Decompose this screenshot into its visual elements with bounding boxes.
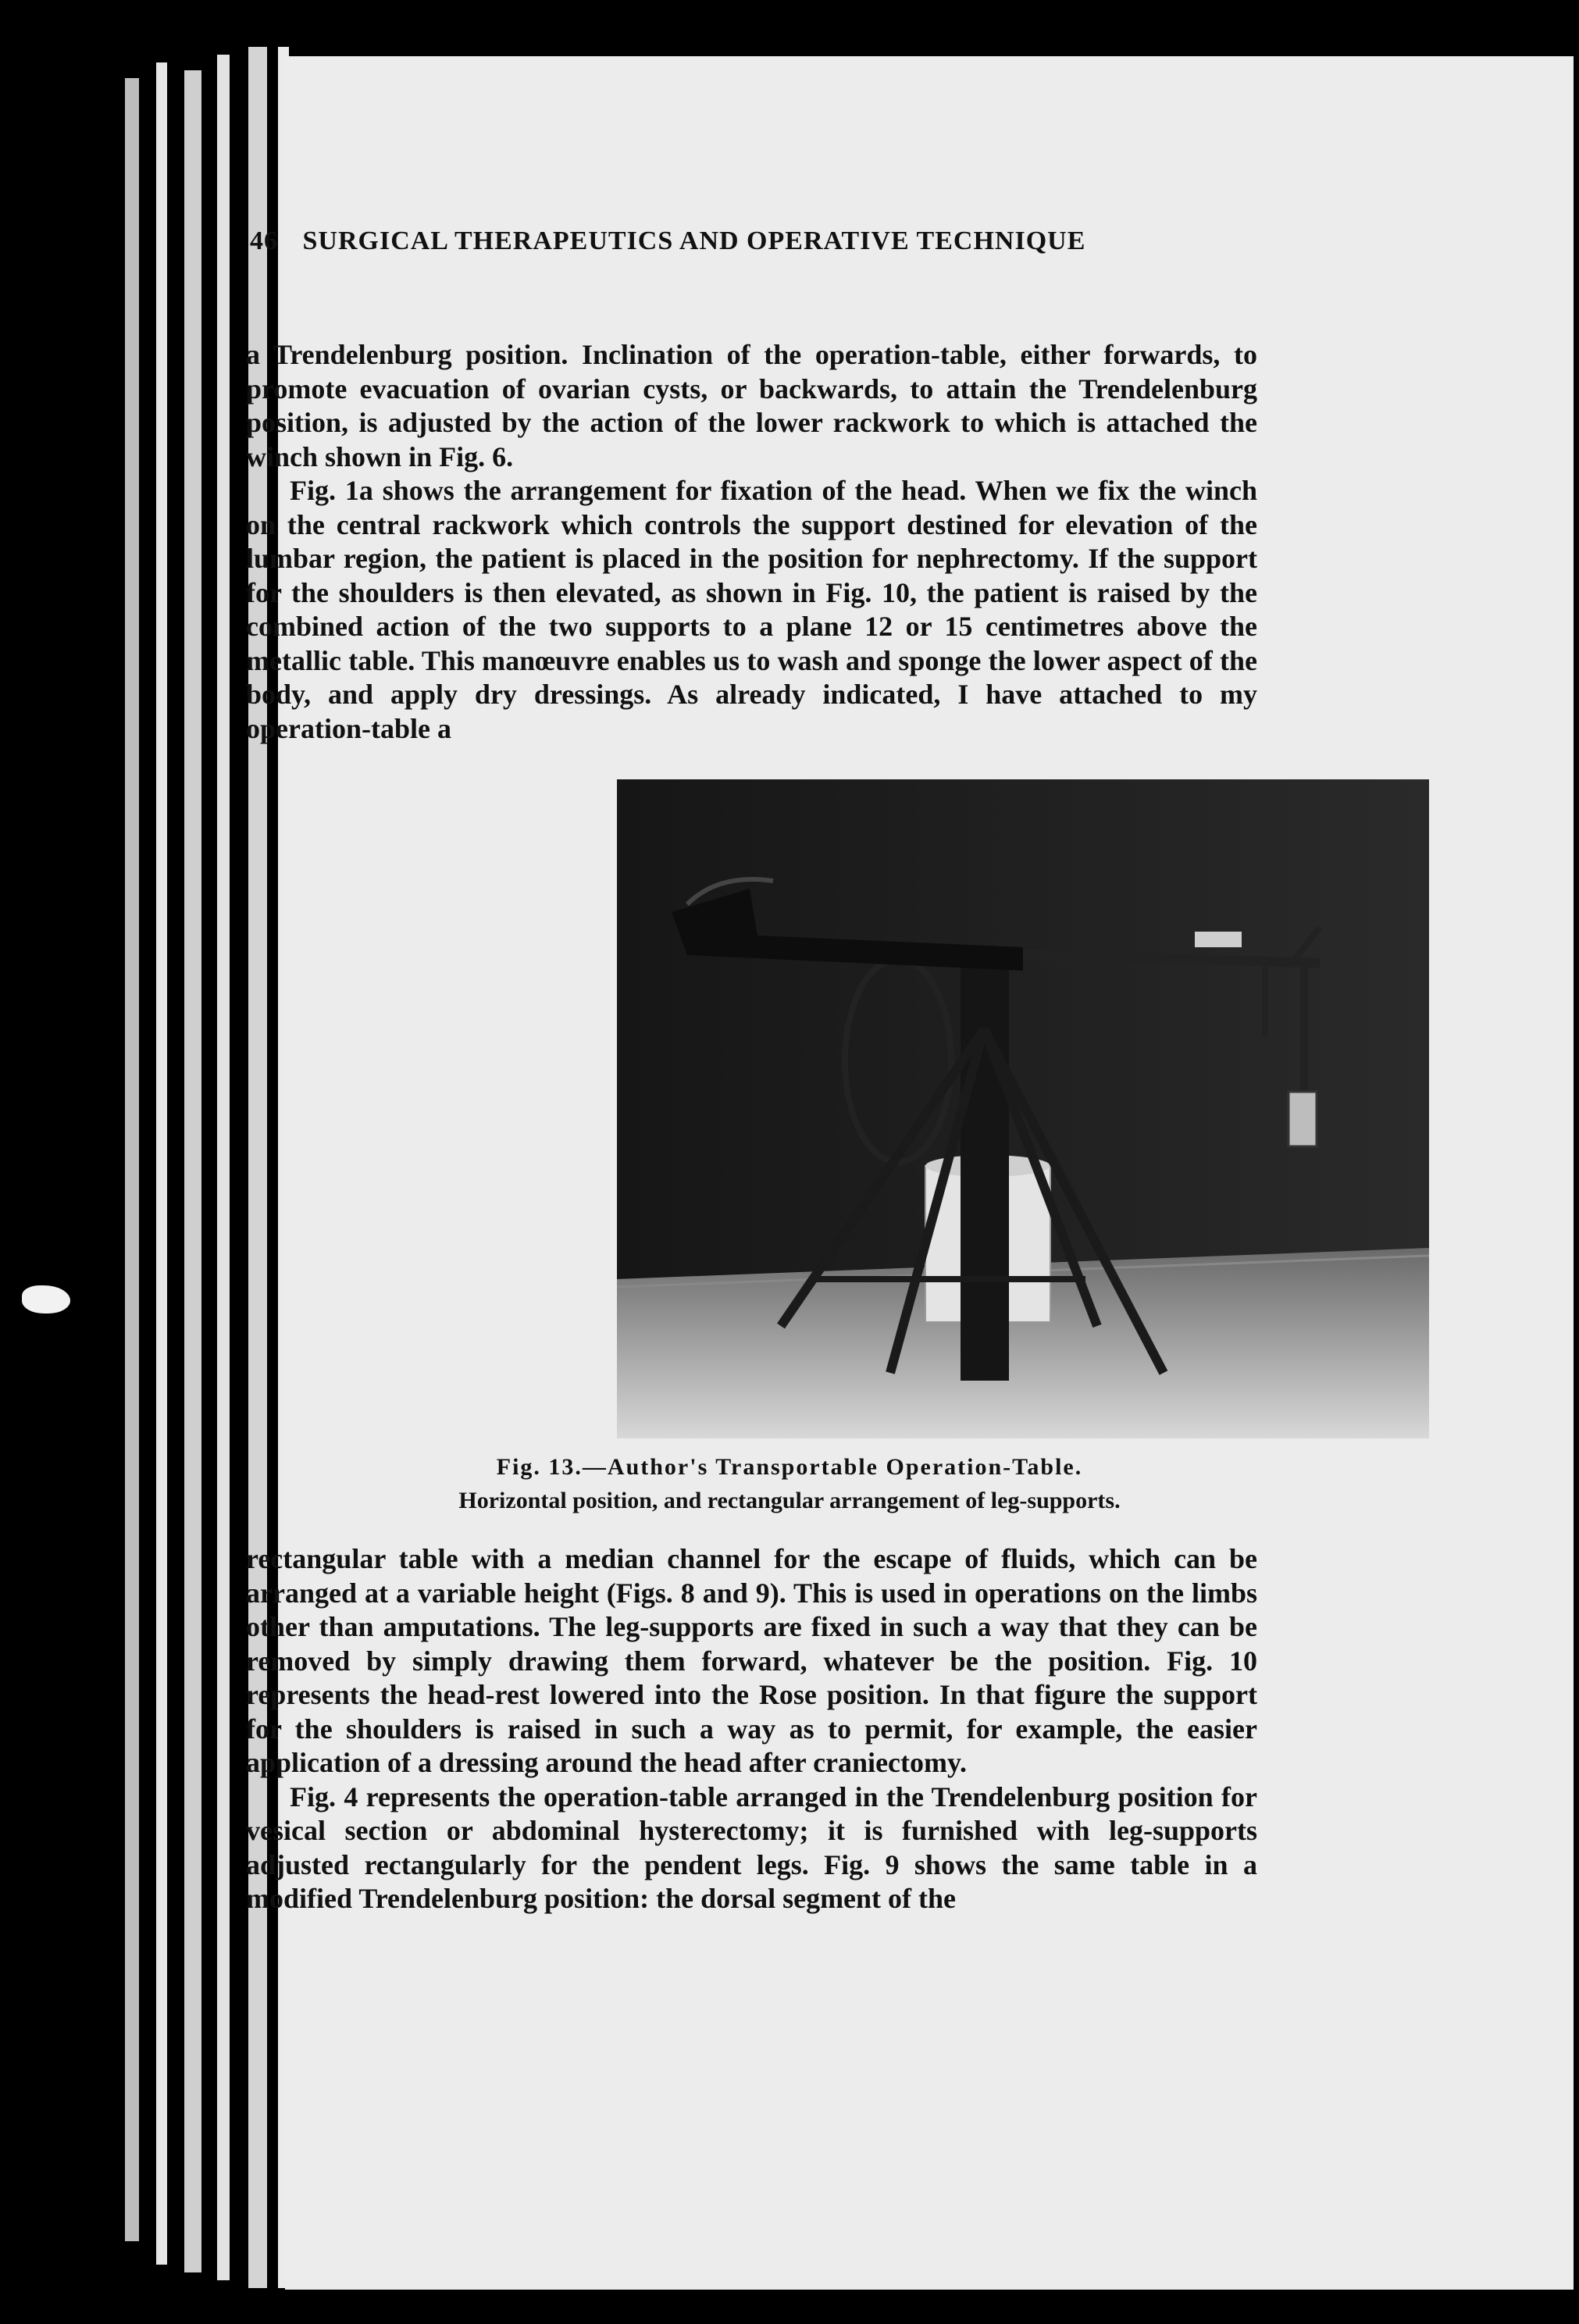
page-edge [184, 70, 201, 2272]
paragraph: rectangular table with a median channel for the escape of fluids, which can be arranged at a variable height (Figs. 8 and 9). This is used in operations on the limbs other than amputations. The leg-supports are fixed in such a way that they can be removed by simply drawing them forward, whatever be the position. Fig. 10 represents the head-rest lowered into the Rose position. In that figure the support for the shoulders is raised in such a way as to permit, for example, the easier application of a dressing around the head after craniectomy. [246, 1543, 1257, 1778]
text-block-lower [246, 1542, 1257, 1916]
paper-smudge [22, 1285, 70, 1313]
paragraph: Fig. 4 represents the operation-table arranged in the Trendelenburg position for vesical section or abdominal hysterectomy; it is furnished with leg-supports adjusted rectangularly for the pendent legs. Fig. 9 shows the same table in a modified Trendelenburg position: the dorsal segment of the [246, 1780, 1257, 1914]
figure-photo-operation-table [617, 779, 1429, 1438]
operation-table-photo [617, 779, 1429, 1438]
figure-caption-title: Fig. 13.—Author's Transportable Operation-Table. [496, 1454, 1083, 1480]
running-header [250, 226, 1538, 256]
page-edge [217, 55, 230, 2280]
paragraph: a Trendelenburg position. Inclination of the operation-table, either forwards, to promote evacuation of ovarian cysts, or backwards, to attain the Trendelenburg position, is adjusted by the action of the lower rackwork to which is attached the winch shown in Fig. 6. [246, 339, 1257, 472]
running-title: SURGICAL THERAPEUTICS AND OPERATIVE TECHNIQUE [302, 226, 1086, 255]
paragraph: Fig. 1a shows the arrangement for fixation of the head. When we fix the winch on the central rackwork which controls the support destined for elevation of the lumbar region, the patient is placed in the position for nephrectomy. If the support for the shoulders is then elevated, as shown in Fig. 10, the patient is raised by the combined action of the two supports to a plane 12 or 15 centimetres above the metallic table. This manœuvre enables us to wash and sponge the lower aspect of the body, and apply dry dressings. As already indicated, I have attached to my operation-table a [246, 475, 1257, 744]
page-number: 46 [250, 226, 278, 255]
page-edge [125, 78, 139, 2241]
figure-caption-subtitle: Horizontal position, and rectangular arrangement of leg-supports. [458, 1488, 1121, 1513]
page-edge [156, 62, 167, 2265]
text-block-upper [246, 338, 1257, 746]
